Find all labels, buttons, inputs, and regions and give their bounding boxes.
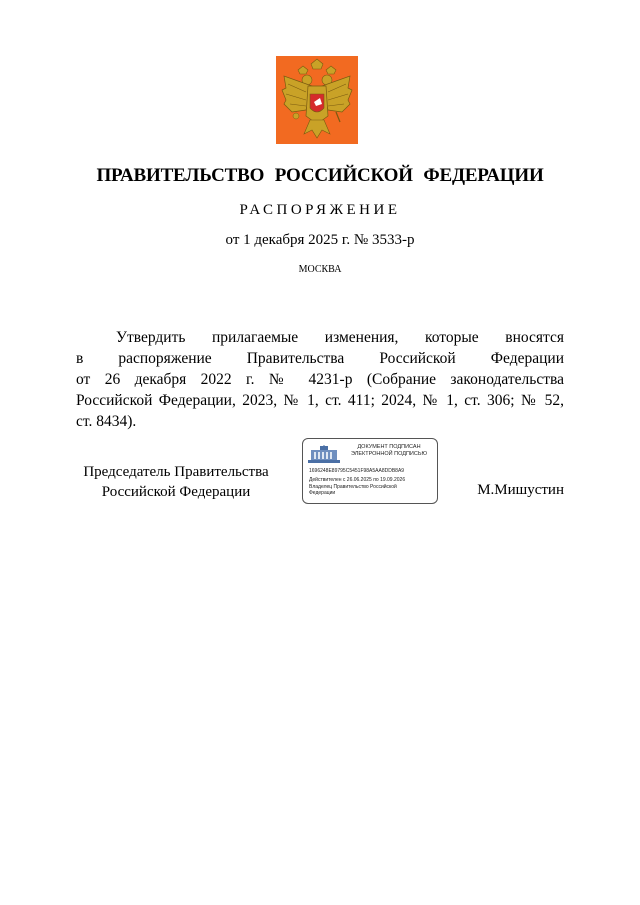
- state-emblem: [276, 56, 358, 144]
- signer-position-line: Российской Федерации: [101, 484, 251, 500]
- government-building-icon: [308, 445, 340, 463]
- body-line: в распоряжение Правительства Российской Федерации: [76, 350, 564, 367]
- body-line: ст. 8434).: [76, 413, 137, 430]
- stamp-certificate: 1696248E89795C5451F98A5AA8DDB8A9: [309, 468, 405, 474]
- signer-name: М.Мишустин: [477, 482, 564, 498]
- document-body: [76, 327, 564, 432]
- stamp-header-line: ДОКУМЕНТ ПОДПИСАН: [357, 444, 421, 450]
- stamp-owner: Федерации: [309, 490, 336, 496]
- body-line: от 26 декабря 2022 г. № 4231-р (Собрание законодательства: [76, 371, 564, 388]
- signer-position: [76, 462, 276, 502]
- document-date-number: от 1 декабря 2025 г. № 3533-р: [225, 232, 415, 248]
- document-type: РАСПОРЯЖЕНИЕ: [239, 202, 401, 218]
- signer-position-line: Председатель Правительства: [83, 464, 269, 480]
- body-line: Российской Федерации, 2023, № 1, ст. 411; 2024, № 1, ст. 306; № 52,: [76, 392, 564, 409]
- stamp-header-line: ЭЛЕКТРОННОЙ ПОДПИСЬЮ: [350, 451, 428, 457]
- government-title: ПРАВИТЕЛЬСТВО РОССИЙСКОЙ ФЕДЕРАЦИИ: [96, 165, 544, 186]
- stamp-validity: Действителен с 26.06.2025 по 19.09.2026: [309, 477, 406, 483]
- document-city: МОСКВА: [298, 264, 342, 275]
- stamp-header: [343, 444, 435, 458]
- russian-coat-of-arms-icon: [276, 56, 358, 144]
- electronic-signature-stamp: [302, 438, 438, 504]
- stamp-owner: Владелец Правительство Российской: [309, 484, 397, 490]
- body-line: Утвердить прилагаемые изменения, которые вносятся: [116, 329, 564, 346]
